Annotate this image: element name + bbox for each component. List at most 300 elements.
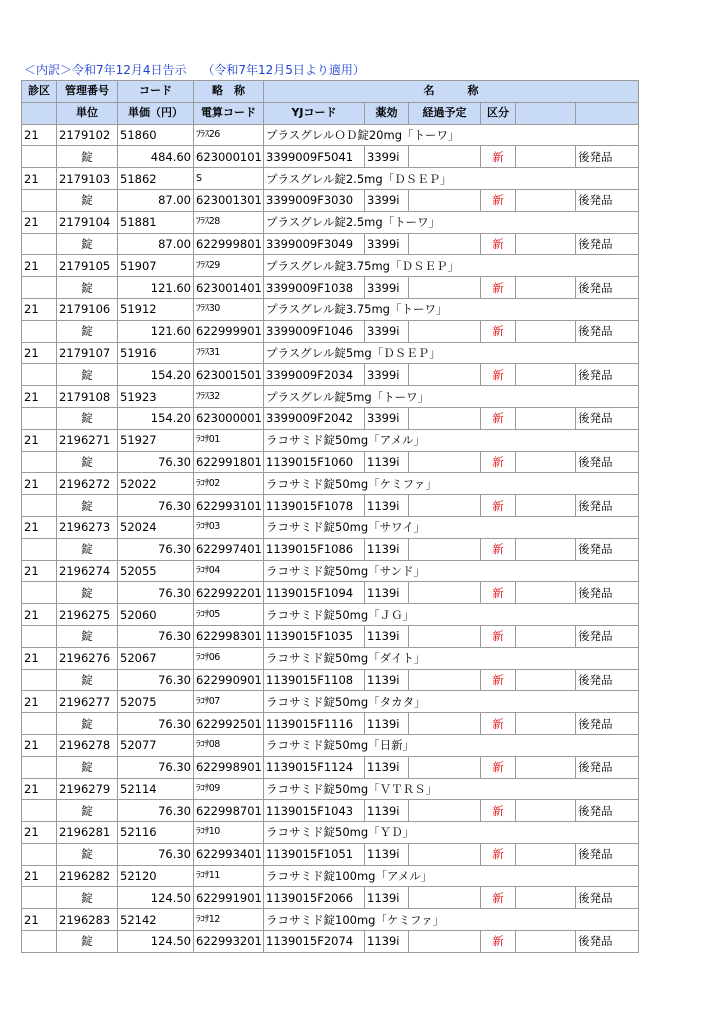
generic-cell: 後発品 — [576, 233, 639, 255]
kanri-no-cell: 2179102 — [57, 124, 118, 146]
extra-cell — [516, 320, 576, 342]
kubun-cell: 新 — [481, 495, 516, 517]
shinku-cell: 21 — [22, 822, 57, 844]
kubun-cell: 新 — [481, 277, 516, 299]
record-main-row — [22, 909, 639, 931]
kanri-no-cell: 2196279 — [57, 778, 118, 800]
record-detail-row — [22, 582, 639, 604]
header-meisho: 名 称 — [264, 81, 639, 103]
extra-cell — [516, 887, 576, 909]
shinku-cell: 21 — [22, 647, 57, 669]
keika-cell — [409, 625, 481, 647]
header-keika: 経過予定 — [409, 102, 481, 124]
yakko-cell: 3399i — [365, 320, 409, 342]
keika-cell — [409, 800, 481, 822]
blank-cell — [22, 887, 57, 909]
yj-code-cell: 3399009F3030 — [264, 189, 365, 211]
drug-name-cell: ラコサミド錠50mg「タカタ」 — [264, 691, 639, 713]
densan-code-cell: 623001401 — [194, 277, 264, 299]
extra-cell — [516, 713, 576, 735]
kubun-cell: 新 — [481, 582, 516, 604]
extra-cell — [516, 931, 576, 953]
header-price: 単価（円） — [118, 102, 194, 124]
yakko-cell: 3399i — [365, 233, 409, 255]
ryakusho-cell: ﾗｺｻ07 — [194, 691, 264, 713]
code-cell: 52024 — [118, 516, 194, 538]
header-row-1 — [22, 81, 639, 103]
yj-code-cell: 3399009F1038 — [264, 277, 365, 299]
kubun-cell: 新 — [481, 713, 516, 735]
yakko-cell: 1139i — [365, 887, 409, 909]
kubun-cell: 新 — [481, 364, 516, 386]
generic-cell: 後発品 — [576, 756, 639, 778]
drug-name-cell: ラコサミド錠100mg「ケミファ」 — [264, 909, 639, 931]
yj-code-cell: 1139015F1086 — [264, 538, 365, 560]
unit-cell: 錠 — [57, 364, 118, 386]
price-cell: 76.30 — [118, 713, 194, 735]
unit-cell: 錠 — [57, 756, 118, 778]
keika-cell — [409, 887, 481, 909]
yakko-cell: 1139i — [365, 538, 409, 560]
yj-code-cell: 3399009F1046 — [264, 320, 365, 342]
price-cell: 154.20 — [118, 407, 194, 429]
generic-cell: 後発品 — [576, 495, 639, 517]
densan-code-cell: 622998301 — [194, 625, 264, 647]
record-detail-row — [22, 189, 639, 211]
densan-code-cell: 623001301 — [194, 189, 264, 211]
blank-cell — [22, 625, 57, 647]
price-cell: 87.00 — [118, 189, 194, 211]
shinku-cell: 21 — [22, 909, 57, 931]
kubun-cell: 新 — [481, 233, 516, 255]
shinku-cell: 21 — [22, 429, 57, 451]
keika-cell — [409, 320, 481, 342]
price-cell: 76.30 — [118, 625, 194, 647]
price-cell: 76.30 — [118, 800, 194, 822]
drug-name-cell: プラスグレルＯＤ錠20mg「トーワ」 — [264, 124, 639, 146]
drug-name-cell: ラコサミド錠50mg「ケミファ」 — [264, 473, 639, 495]
blank-cell — [22, 451, 57, 473]
drug-name-cell: プラスグレル錠5mg「トーワ」 — [264, 386, 639, 408]
code-cell: 51881 — [118, 211, 194, 233]
kanri-no-cell: 2179104 — [57, 211, 118, 233]
yj-code-cell: 1139015F1078 — [264, 495, 365, 517]
price-cell: 76.30 — [118, 538, 194, 560]
price-cell: 87.00 — [118, 233, 194, 255]
price-cell: 124.50 — [118, 931, 194, 953]
densan-code-cell: 622991901 — [194, 887, 264, 909]
kanri-no-cell: 2196275 — [57, 604, 118, 626]
yakko-cell: 1139i — [365, 713, 409, 735]
yj-code-cell: 3399009F2042 — [264, 407, 365, 429]
drug-name-cell: プラスグレル錠3.75mg「ＤＳＥＰ」 — [264, 255, 639, 277]
shinku-cell: 21 — [22, 734, 57, 756]
densan-code-cell: 623001501 — [194, 364, 264, 386]
yakko-cell: 1139i — [365, 843, 409, 865]
ryakusho-cell: ﾗｺｻ04 — [194, 560, 264, 582]
keika-cell — [409, 582, 481, 604]
kanri-no-cell: 2179105 — [57, 255, 118, 277]
kanri-no-cell: 2196277 — [57, 691, 118, 713]
yakko-cell: 1139i — [365, 582, 409, 604]
kanri-no-cell: 2196281 — [57, 822, 118, 844]
record-detail-row — [22, 320, 639, 342]
kanri-no-cell: 2179107 — [57, 342, 118, 364]
record-detail-row — [22, 800, 639, 822]
header-densan-code: 電算コード — [194, 102, 264, 124]
record-main-row — [22, 865, 639, 887]
generic-cell: 後発品 — [576, 189, 639, 211]
ryakusho-cell: ﾗｺｻ05 — [194, 604, 264, 626]
notice-caption: ＜内訳＞令和7年12月4日告示 （令和7年12月5日より適用） — [24, 63, 365, 77]
header-unit: 単位 — [57, 102, 118, 124]
table-header — [22, 81, 639, 125]
code-cell: 51923 — [118, 386, 194, 408]
yakko-cell: 3399i — [365, 364, 409, 386]
yj-code-cell: 3399009F3049 — [264, 233, 365, 255]
price-cell: 76.30 — [118, 582, 194, 604]
keika-cell — [409, 756, 481, 778]
ryakusho-cell: ﾌﾗｽ26 — [194, 124, 264, 146]
generic-cell: 後発品 — [576, 538, 639, 560]
kubun-cell: 新 — [481, 320, 516, 342]
code-cell: 51862 — [118, 168, 194, 190]
keika-cell — [409, 146, 481, 168]
blank-cell — [22, 538, 57, 560]
unit-cell: 錠 — [57, 451, 118, 473]
drug-name-cell: プラスグレル錠2.5mg「ＤＳＥＰ」 — [264, 168, 639, 190]
kubun-cell: 新 — [481, 407, 516, 429]
record-main-row — [22, 778, 639, 800]
yakko-cell: 1139i — [365, 931, 409, 953]
densan-code-cell: 622993201 — [194, 931, 264, 953]
record-main-row — [22, 734, 639, 756]
blank-cell — [22, 582, 57, 604]
drug-name-cell: ラコサミド錠50mg「ＹＤ」 — [264, 822, 639, 844]
blank-cell — [22, 495, 57, 517]
kubun-cell: 新 — [481, 800, 516, 822]
header-ryakusho: 略 称 — [194, 81, 264, 103]
code-cell: 51912 — [118, 298, 194, 320]
keika-cell — [409, 538, 481, 560]
shinku-cell: 21 — [22, 560, 57, 582]
extra-cell — [516, 277, 576, 299]
yj-code-cell: 1139015F1035 — [264, 625, 365, 647]
ryakusho-cell: ﾗｺｻ01 — [194, 429, 264, 451]
shinku-cell: 21 — [22, 604, 57, 626]
shinku-cell: 21 — [22, 778, 57, 800]
yj-code-cell: 1139015F1043 — [264, 800, 365, 822]
ryakusho-cell: ﾗｺｻ08 — [194, 734, 264, 756]
ryakusho-cell: ﾗｺｻ06 — [194, 647, 264, 669]
blank-cell — [22, 407, 57, 429]
unit-cell: 錠 — [57, 277, 118, 299]
code-cell: 52142 — [118, 909, 194, 931]
kanri-no-cell: 2196276 — [57, 647, 118, 669]
generic-cell: 後発品 — [576, 669, 639, 691]
unit-cell: 錠 — [57, 495, 118, 517]
shinku-cell: 21 — [22, 255, 57, 277]
header-kanri-no: 管理番号 — [57, 81, 118, 103]
record-detail-row — [22, 364, 639, 386]
drug-name-cell: プラスグレル錠2.5mg「トーワ」 — [264, 211, 639, 233]
price-cell: 484.60 — [118, 146, 194, 168]
yj-code-cell: 1139015F2066 — [264, 887, 365, 909]
record-detail-row — [22, 407, 639, 429]
yakko-cell: 1139i — [365, 625, 409, 647]
kubun-cell: 新 — [481, 756, 516, 778]
yj-code-cell: 1139015F2074 — [264, 931, 365, 953]
keika-cell — [409, 233, 481, 255]
drug-name-cell: ラコサミド錠50mg「アメル」 — [264, 429, 639, 451]
record-detail-row — [22, 887, 639, 909]
drug-name-cell: ラコサミド錠100mg「アメル」 — [264, 865, 639, 887]
price-cell: 76.30 — [118, 495, 194, 517]
keika-cell — [409, 189, 481, 211]
extra-cell — [516, 364, 576, 386]
record-main-row — [22, 560, 639, 582]
unit-cell: 錠 — [57, 407, 118, 429]
densan-code-cell: 622991801 — [194, 451, 264, 473]
yakko-cell: 3399i — [365, 189, 409, 211]
record-detail-row — [22, 495, 639, 517]
code-cell: 52067 — [118, 647, 194, 669]
extra-cell — [516, 582, 576, 604]
densan-code-cell: 622999901 — [194, 320, 264, 342]
yj-code-cell: 1139015F1060 — [264, 451, 365, 473]
ryakusho-cell: ﾌﾗｽ30 — [194, 298, 264, 320]
generic-cell: 後発品 — [576, 407, 639, 429]
extra-cell — [516, 843, 576, 865]
price-cell: 76.30 — [118, 451, 194, 473]
densan-code-cell: 622992501 — [194, 713, 264, 735]
code-cell: 51860 — [118, 124, 194, 146]
blank-cell — [22, 756, 57, 778]
record-main-row — [22, 386, 639, 408]
header-row-2 — [22, 102, 639, 124]
densan-code-cell: 623000101 — [194, 146, 264, 168]
shinku-cell: 21 — [22, 342, 57, 364]
kubun-cell: 新 — [481, 669, 516, 691]
ryakusho-cell: ﾗｺｻ11 — [194, 865, 264, 887]
kanri-no-cell: 2196274 — [57, 560, 118, 582]
yj-code-cell: 1139015F1116 — [264, 713, 365, 735]
drug-price-table — [21, 80, 639, 953]
generic-cell: 後発品 — [576, 451, 639, 473]
header-kubun: 区分 — [481, 102, 516, 124]
record-main-row — [22, 255, 639, 277]
record-detail-row — [22, 538, 639, 560]
yakko-cell: 3399i — [365, 407, 409, 429]
yakko-cell: 1139i — [365, 495, 409, 517]
yakko-cell: 3399i — [365, 277, 409, 299]
unit-cell: 錠 — [57, 233, 118, 255]
record-main-row — [22, 168, 639, 190]
header-code: コード — [118, 81, 194, 103]
kubun-cell: 新 — [481, 887, 516, 909]
header-yj-code: YJコード — [264, 102, 365, 124]
unit-cell: 錠 — [57, 625, 118, 647]
kubun-cell: 新 — [481, 843, 516, 865]
yakko-cell: 1139i — [365, 669, 409, 691]
blank-cell — [22, 931, 57, 953]
blank-cell — [22, 320, 57, 342]
record-main-row — [22, 473, 639, 495]
ryakusho-cell: ﾗｺｻ10 — [194, 822, 264, 844]
ryakusho-cell: ﾌﾗｽ29 — [194, 255, 264, 277]
extra-cell — [516, 146, 576, 168]
keika-cell — [409, 451, 481, 473]
yakko-cell: 1139i — [365, 800, 409, 822]
ryakusho-cell: ﾗｺｻ09 — [194, 778, 264, 800]
yj-code-cell: 1139015F1051 — [264, 843, 365, 865]
record-detail-row — [22, 277, 639, 299]
kubun-cell: 新 — [481, 931, 516, 953]
code-cell: 51907 — [118, 255, 194, 277]
kanri-no-cell: 2196271 — [57, 429, 118, 451]
kanri-no-cell: 2196283 — [57, 909, 118, 931]
blank-cell — [22, 364, 57, 386]
record-main-row — [22, 822, 639, 844]
ryakusho-cell: ﾌﾗｽ32 — [194, 386, 264, 408]
yakko-cell: 1139i — [365, 756, 409, 778]
shinku-cell: 21 — [22, 168, 57, 190]
extra-cell — [516, 495, 576, 517]
unit-cell: 錠 — [57, 713, 118, 735]
generic-cell: 後発品 — [576, 887, 639, 909]
kanri-no-cell: 2179108 — [57, 386, 118, 408]
extra-cell — [516, 451, 576, 473]
blank-cell — [22, 146, 57, 168]
densan-code-cell: 622998701 — [194, 800, 264, 822]
drug-name-cell: ラコサミド錠50mg「日新」 — [264, 734, 639, 756]
yakko-cell: 3399i — [365, 146, 409, 168]
record-detail-row — [22, 756, 639, 778]
unit-cell: 錠 — [57, 800, 118, 822]
record-main-row — [22, 516, 639, 538]
record-detail-row — [22, 669, 639, 691]
ryakusho-cell: ﾗｺｻ12 — [194, 909, 264, 931]
generic-cell: 後発品 — [576, 277, 639, 299]
keika-cell — [409, 713, 481, 735]
shinku-cell: 21 — [22, 691, 57, 713]
price-cell: 121.60 — [118, 277, 194, 299]
generic-cell: 後発品 — [576, 146, 639, 168]
unit-cell: 錠 — [57, 538, 118, 560]
code-cell: 52114 — [118, 778, 194, 800]
price-cell: 76.30 — [118, 669, 194, 691]
shinku-cell: 21 — [22, 386, 57, 408]
generic-cell: 後発品 — [576, 713, 639, 735]
price-cell: 121.60 — [118, 320, 194, 342]
header-yakko: 薬効 — [365, 102, 409, 124]
price-cell: 76.30 — [118, 756, 194, 778]
record-detail-row — [22, 451, 639, 473]
unit-cell: 錠 — [57, 146, 118, 168]
record-main-row — [22, 429, 639, 451]
extra-cell — [516, 233, 576, 255]
ryakusho-cell: ﾌﾗｽ28 — [194, 211, 264, 233]
kanri-no-cell: 2179106 — [57, 298, 118, 320]
yj-code-cell: 3399009F5041 — [264, 146, 365, 168]
code-cell: 51927 — [118, 429, 194, 451]
generic-cell: 後発品 — [576, 625, 639, 647]
drug-name-cell: ラコサミド錠50mg「サンド」 — [264, 560, 639, 582]
code-cell: 52022 — [118, 473, 194, 495]
generic-cell: 後発品 — [576, 800, 639, 822]
unit-cell: 錠 — [57, 320, 118, 342]
code-cell: 52077 — [118, 734, 194, 756]
unit-cell: 錠 — [57, 189, 118, 211]
record-detail-row — [22, 843, 639, 865]
kanri-no-cell: 2179103 — [57, 168, 118, 190]
record-main-row — [22, 298, 639, 320]
generic-cell: 後発品 — [576, 320, 639, 342]
yj-code-cell: 3399009F2034 — [264, 364, 365, 386]
code-cell: 52120 — [118, 865, 194, 887]
blank-cell — [22, 669, 57, 691]
ryakusho-cell: ﾗｺｻ02 — [194, 473, 264, 495]
header-col8 — [516, 102, 576, 124]
record-main-row — [22, 211, 639, 233]
drug-name-cell: ラコサミド錠50mg「サワイ」 — [264, 516, 639, 538]
kubun-cell: 新 — [481, 538, 516, 560]
yakko-cell: 1139i — [365, 451, 409, 473]
drug-name-cell: ラコサミド錠50mg「ダイト」 — [264, 647, 639, 669]
header-blank — [22, 102, 57, 124]
kubun-cell: 新 — [481, 189, 516, 211]
record-detail-row — [22, 931, 639, 953]
kanri-no-cell: 2196273 — [57, 516, 118, 538]
blank-cell — [22, 233, 57, 255]
code-cell: 52075 — [118, 691, 194, 713]
price-cell: 124.50 — [118, 887, 194, 909]
kubun-cell: 新 — [481, 451, 516, 473]
ryakusho-cell: S — [194, 168, 264, 190]
table-body — [22, 124, 639, 952]
yj-code-cell: 1139015F1124 — [264, 756, 365, 778]
ryakusho-cell: ﾌﾗｽ31 — [194, 342, 264, 364]
keika-cell — [409, 843, 481, 865]
record-main-row — [22, 342, 639, 364]
kanri-no-cell: 2196272 — [57, 473, 118, 495]
keika-cell — [409, 277, 481, 299]
price-cell: 76.30 — [118, 843, 194, 865]
drug-name-cell: ラコサミド錠50mg「ＶＴＲＳ」 — [264, 778, 639, 800]
record-detail-row — [22, 625, 639, 647]
densan-code-cell: 622997401 — [194, 538, 264, 560]
blank-cell — [22, 277, 57, 299]
blank-cell — [22, 189, 57, 211]
record-detail-row — [22, 713, 639, 735]
generic-cell: 後発品 — [576, 931, 639, 953]
shinku-cell: 21 — [22, 473, 57, 495]
yj-code-cell: 1139015F1094 — [264, 582, 365, 604]
record-detail-row — [22, 233, 639, 255]
densan-code-cell: 622992201 — [194, 582, 264, 604]
blank-cell — [22, 843, 57, 865]
drug-name-cell: ラコサミド錠50mg「ＪＧ」 — [264, 604, 639, 626]
record-main-row — [22, 647, 639, 669]
drug-name-cell: プラスグレル錠3.75mg「トーワ」 — [264, 298, 639, 320]
shinku-cell: 21 — [22, 124, 57, 146]
extra-cell — [516, 756, 576, 778]
shinku-cell: 21 — [22, 516, 57, 538]
code-cell: 52055 — [118, 560, 194, 582]
shinku-cell: 21 — [22, 865, 57, 887]
shinku-cell: 21 — [22, 298, 57, 320]
blank-cell — [22, 800, 57, 822]
